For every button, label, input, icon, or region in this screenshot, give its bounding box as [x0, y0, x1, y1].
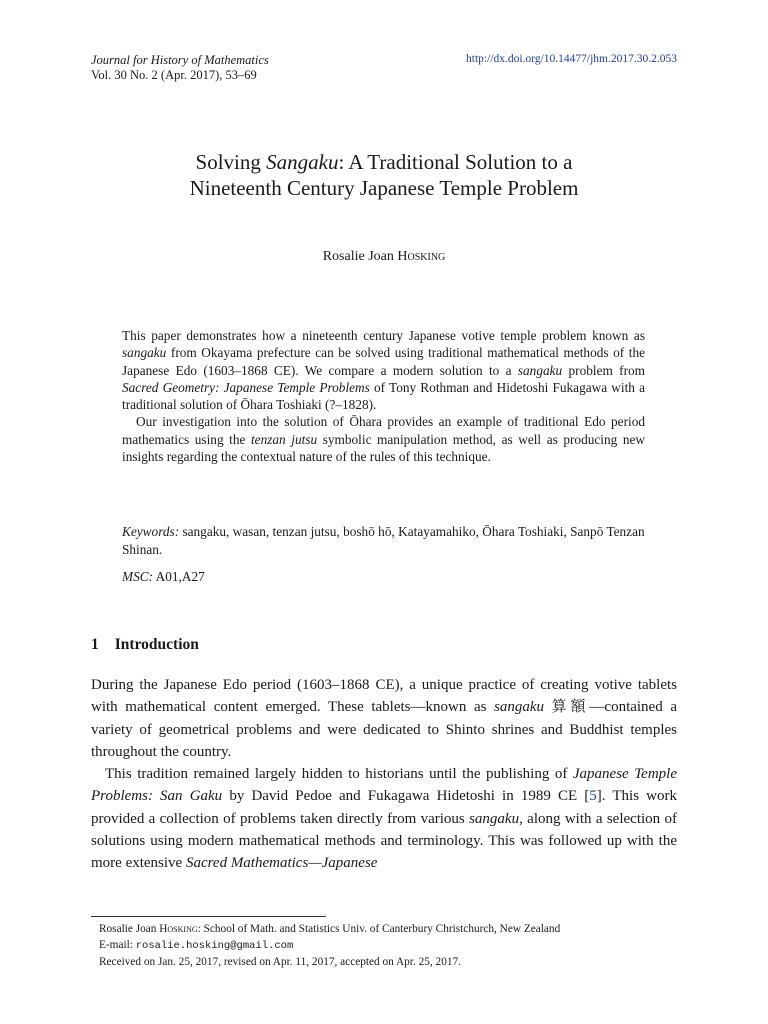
abstract: [122, 327, 645, 465]
author-name: Rosalie Joan Hosking: [322, 249, 446, 264]
intro-paragraph-2: This tradition remained largely hidden to historians until the publishing of Japanese Temple Problems: San Gaku by David Pedoe and Fukagawa Hidetoshi in 1989 CE [5]. This work provided a collection of problems taken directly from various sangaku, along with a selection of solutions using modern mathematical methods and terminology. This was followed up with the more extensive Sacred Mathematics—Japanese: [91, 766, 678, 872]
citation-link[interactable]: 5: [589, 788, 597, 805]
keywords: [122, 523, 645, 559]
section-title: Introduction: [114, 636, 199, 653]
keywords-text: sangaku, wasan, tenzan jutsu, boshō hō, Katayamahiko, Ōhara Toshiaki, Sanpō Tenzan Shinan.: [122, 524, 645, 557]
msc-text: A01,A27: [153, 569, 205, 584]
abstract-paragraph-1: This paper demonstrates how a nineteenth century Japanese votive temple problem known as sangaku from Okayama prefecture can be solved using traditional mathematical methods of the Japanese Edo (1603–1868 CE). We compare a modern solution to a sangaku problem from Sacred Geometry: Japanese Temple Problems of Tony Rothman and Hidetoshi Fukagawa with a traditional solution of Ōhara Toshiaki (?–1828).: [122, 328, 646, 413]
title-line-1: Solving Sangaku: A Traditional Solution to a: [195, 150, 573, 174]
msc-codes: [122, 569, 205, 585]
footnote-email: E-mail: rosalie.hosking@gmail.com: [99, 939, 294, 952]
section-heading: [91, 636, 199, 654]
email-address[interactable]: rosalie.hosking@gmail.com: [135, 940, 294, 952]
running-header: [91, 53, 269, 83]
intro-paragraph-1: During the Japanese Edo period (1603–1868 CE), a unique practice of creating votive tablets with mathematical content emerged. These tablets—known as sangaku 算額—contained a variety of geometrical problems and were dedicated to Shinto shrines and Buddhist temples throughout the country.: [91, 677, 677, 760]
title-line-2: Nineteenth Century Japanese Temple Problem: [189, 176, 579, 200]
doi-link[interactable]: http://dx.doi.org/10.14477/jhm.2017.30.2.053: [466, 53, 677, 65]
journal-name: Journal for History of Mathematics: [91, 53, 269, 67]
keywords-label: Keywords:: [122, 524, 180, 539]
abstract-paragraph-2: Our investigation into the solution of Ōhara provides an example of traditional Edo period mathematics using the tenzan jutsu symbolic manipulation method, as well as producing new insights regarding the contextual nature of the rules of this technique.: [122, 414, 645, 465]
msc-label: MSC:: [122, 569, 154, 584]
introduction-body: [91, 674, 677, 875]
paper-title: [60, 149, 708, 201]
footnote-affiliation: Rosalie Joan Hosking: School of Math. and Statistics Univ. of Canterbury Christchurch, New Zealand: [99, 923, 561, 935]
footnote: [99, 921, 699, 970]
footnote-dates: Received on Jan. 25, 2017, revised on Apr. 11, 2017, accepted on Apr. 25, 2017.: [99, 956, 461, 968]
volume-info: Vol. 30 No. 2 (Apr. 2017), 53–69: [91, 68, 257, 82]
footnote-divider: [91, 916, 326, 917]
section-number: 1: [91, 636, 99, 653]
